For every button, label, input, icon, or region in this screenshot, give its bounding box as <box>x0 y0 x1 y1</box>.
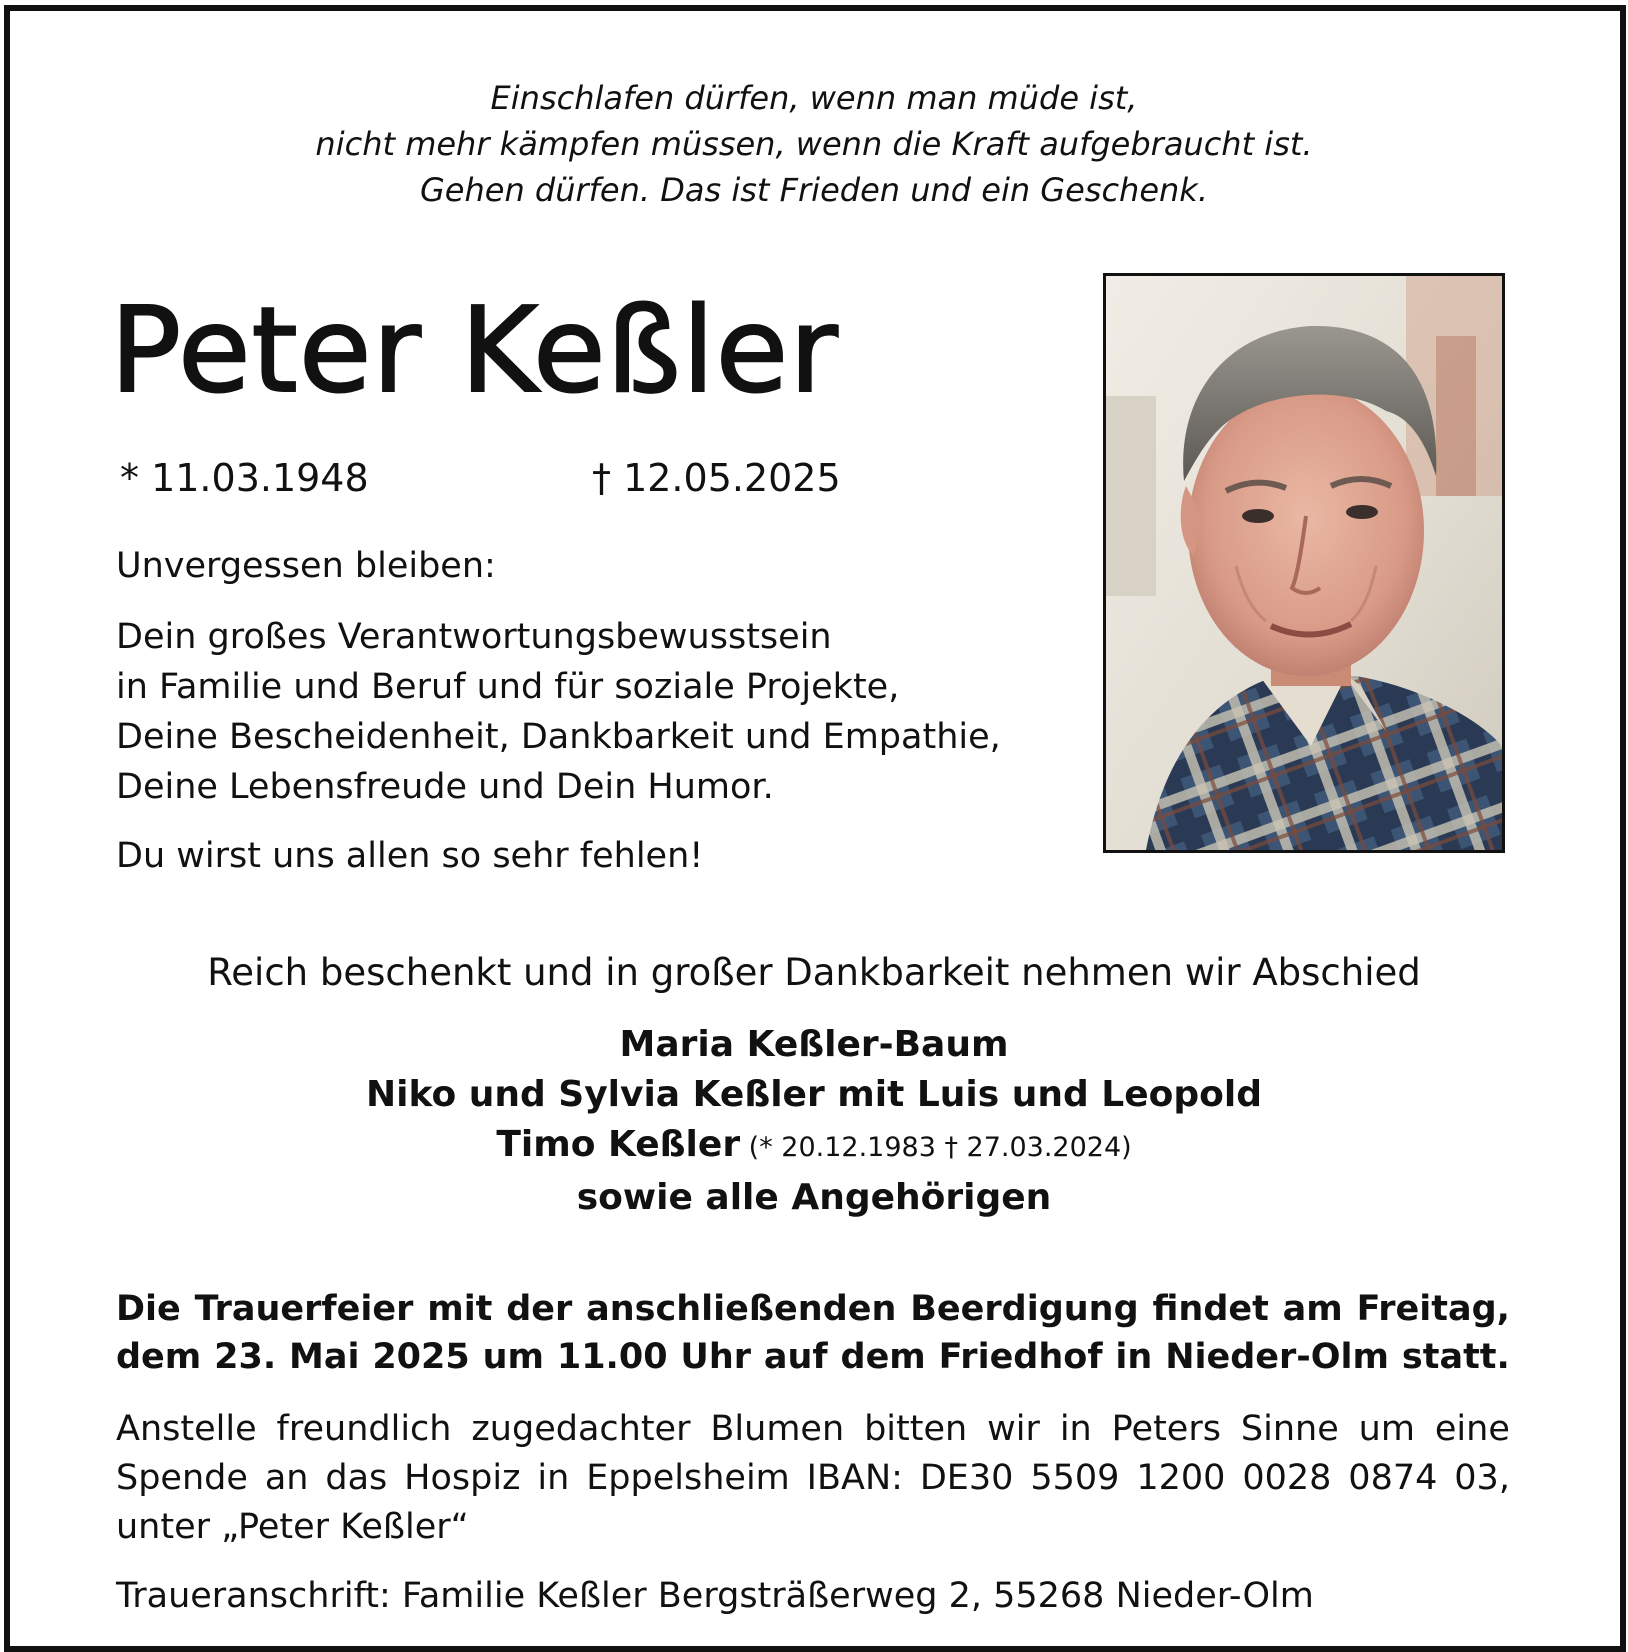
word: Uhr <box>680 1337 752 1377</box>
quote-line: Einschlafen dürfen, wenn man müde ist, <box>490 79 1138 117</box>
word: Nieder-Olm <box>1165 1337 1390 1377</box>
word: dem <box>840 1337 926 1377</box>
remembrance-text <box>116 612 1001 812</box>
word: 03, <box>1454 1458 1510 1498</box>
remembrance-line: in Familie und Beruf und für soziale Projekte, <box>116 667 900 707</box>
birth-date: * 11.03.1948 <box>120 456 369 500</box>
word: Eppelsheim <box>586 1458 790 1498</box>
word: in <box>1115 1337 1153 1377</box>
word: bitten <box>864 1409 968 1449</box>
mourner-dates: (* 20.12.1983 † 27.03.2024) <box>740 1132 1132 1163</box>
word: DE30 <box>919 1458 1014 1498</box>
remembrance-title: Unvergessen bleiben: <box>116 546 496 586</box>
word: 0874 <box>1348 1458 1438 1498</box>
remembrance-line: Deine Lebensfreude und Dein Humor. <box>116 767 774 807</box>
word: 2025 <box>372 1337 470 1377</box>
word: 1200 <box>1136 1458 1226 1498</box>
word: um <box>1358 1409 1415 1449</box>
word: eine <box>1434 1409 1510 1449</box>
deceased-name: Peter Keßler <box>110 281 839 419</box>
mourners-list <box>0 1020 1628 1223</box>
quote-line: Gehen dürfen. Das ist Frieden und ein Geschenk. <box>420 171 1208 209</box>
word: statt. <box>1401 1337 1510 1377</box>
mourner-line: Maria Keßler-Baum <box>619 1024 1009 1065</box>
word: in <box>1059 1409 1092 1449</box>
word: Spende <box>116 1458 248 1498</box>
portrait-photo <box>1103 273 1505 853</box>
donation-line: unter „Peter Keßler“ <box>116 1507 469 1547</box>
word: 11.00 <box>556 1337 668 1377</box>
word: 5509 <box>1030 1458 1120 1498</box>
word: findet <box>1152 1289 1269 1329</box>
word: Trauerfeier <box>194 1289 414 1329</box>
remembrance-line: Dein großes Verantwortungsbewusstsein <box>116 617 832 657</box>
word: das <box>325 1458 388 1498</box>
donation-line <box>116 1454 1510 1503</box>
word: der <box>506 1289 573 1329</box>
word: IBAN: <box>806 1458 903 1498</box>
word: Hospiz <box>404 1458 521 1498</box>
remembrance-line: Deine Bescheidenheit, Dankbarkeit und Empathie, <box>116 717 1001 757</box>
service-line <box>116 1333 1510 1381</box>
funeral-service-info <box>116 1285 1510 1381</box>
word: dem <box>116 1337 202 1377</box>
word: um <box>482 1337 544 1377</box>
word: auf <box>763 1337 828 1377</box>
word: wir <box>987 1409 1040 1449</box>
donation-info <box>116 1405 1510 1552</box>
word: Peters <box>1111 1409 1221 1449</box>
death-date: † 12.05.2025 <box>592 456 841 500</box>
word: in <box>537 1458 570 1498</box>
word: 23. <box>214 1337 277 1377</box>
word: anschließenden <box>586 1289 897 1329</box>
word: mit <box>427 1289 493 1329</box>
donation-line <box>116 1405 1510 1454</box>
mourning-address: Traueranschrift: Familie Keßler Bergsträßerweg 2, 55268 Nieder-Olm <box>116 1576 1314 1616</box>
mourner-name: Timo Keßler <box>496 1124 741 1165</box>
opening-quote <box>0 75 1628 213</box>
word: Die <box>116 1289 181 1329</box>
word: zugedachter <box>471 1409 691 1449</box>
farewell-line: Reich beschenkt und in großer Dankbarkeit nehmen wir Abschied <box>207 951 1421 994</box>
word: Sinne <box>1240 1409 1339 1449</box>
word: Friedhof <box>938 1337 1103 1377</box>
quote-line: nicht mehr kämpfen müssen, wenn die Kraft aufgebraucht ist. <box>315 125 1313 163</box>
word: am <box>1282 1289 1343 1329</box>
word: an <box>264 1458 309 1498</box>
word: Blumen <box>710 1409 845 1449</box>
mourner-line <box>0 1120 1628 1173</box>
word: freundlich <box>276 1409 452 1449</box>
service-line <box>116 1285 1510 1333</box>
mourner-line: Niko und Sylvia Keßler mit Luis und Leopold <box>366 1074 1262 1115</box>
word: 0028 <box>1242 1458 1332 1498</box>
mourner-line: sowie alle Angehörigen <box>576 1177 1052 1218</box>
closing-line: Du wirst uns allen so sehr fehlen! <box>116 836 704 876</box>
word: Mai <box>289 1337 360 1377</box>
word: Beerdigung <box>910 1289 1139 1329</box>
word: Anstelle <box>116 1409 257 1449</box>
word: Freitag, <box>1356 1289 1510 1329</box>
